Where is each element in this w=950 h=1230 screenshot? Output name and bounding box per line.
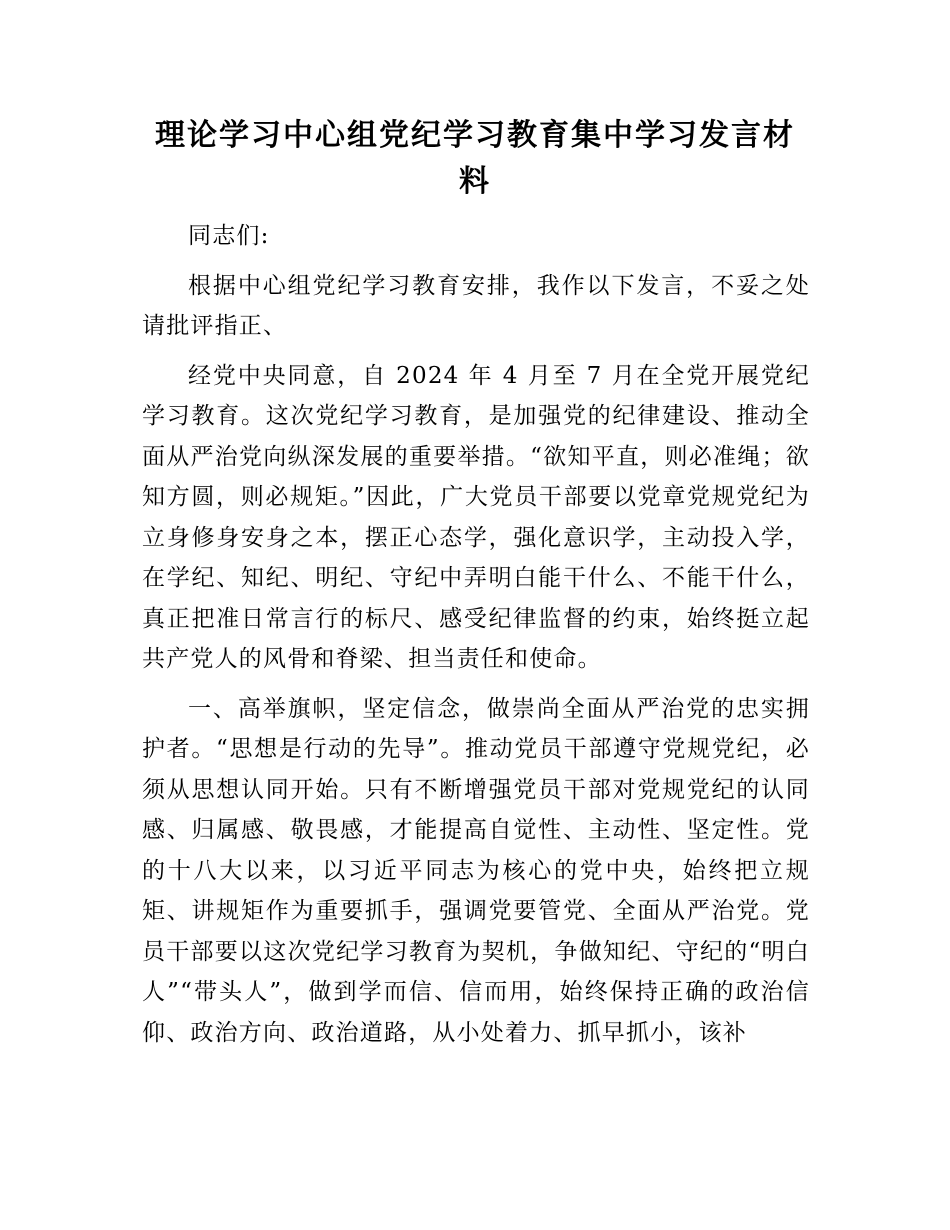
document-body: [142, 216, 810, 1062]
document-title: 理论学习中心组党纪学习教育集中学习发言材料: [155, 118, 795, 199]
paragraph-intro: 根据中心组党纪学习教育安排，我作以下发言，不妥之处请批评指正、: [142, 272, 810, 339]
paragraph-background: 经党中央同意，自 2024 年 4 月至 7 月在全党开展党纪学习教育。这次党纪学习教育，是加强党的纪律建设、推动全面从严治党向纵深发展的重要举措。“欲知平直，则必准绳；欲知方圆，则必规矩。”因此，广大党员干部要以党章党规党纪为立身修身安身之本，摆正心态学，强化意识学，主动投入学，在学纪、知纪、明纪、守纪中弄明白能干什么、不能干什么，真正把准日常言行的标尺、感受纪律监督的约束，始终挺立起共产党人的风骨和脊梁、担当责任和使命。: [142, 362, 810, 672]
paragraph-section-one: 一、高举旗帜，坚定信念，做崇尚全面从严治党的忠实拥护者。“思想是行动的先导”。推动党员干部遵守党规党纪，必须从思想认同开始。只有不断增强党员干部对党规党纪的认同感、归属感、敬畏感，才能提高自觉性、主动性、坚定性。党的十八大以来，以习近平同志为核心的党中央，始终把立规矩、讲规矩作为重要抓手，强调党要管党、全面从严治党。党员干部要以这次党纪学习教育为契机，争做知纪、守纪的“明白人”“带头人”，做到学而信、信而用，始终保持正确的政治信仰、政治方向、政治道路，从小处着力、抓早抓小，该补: [142, 695, 810, 1046]
salutation: 同志们:: [188, 223, 270, 249]
